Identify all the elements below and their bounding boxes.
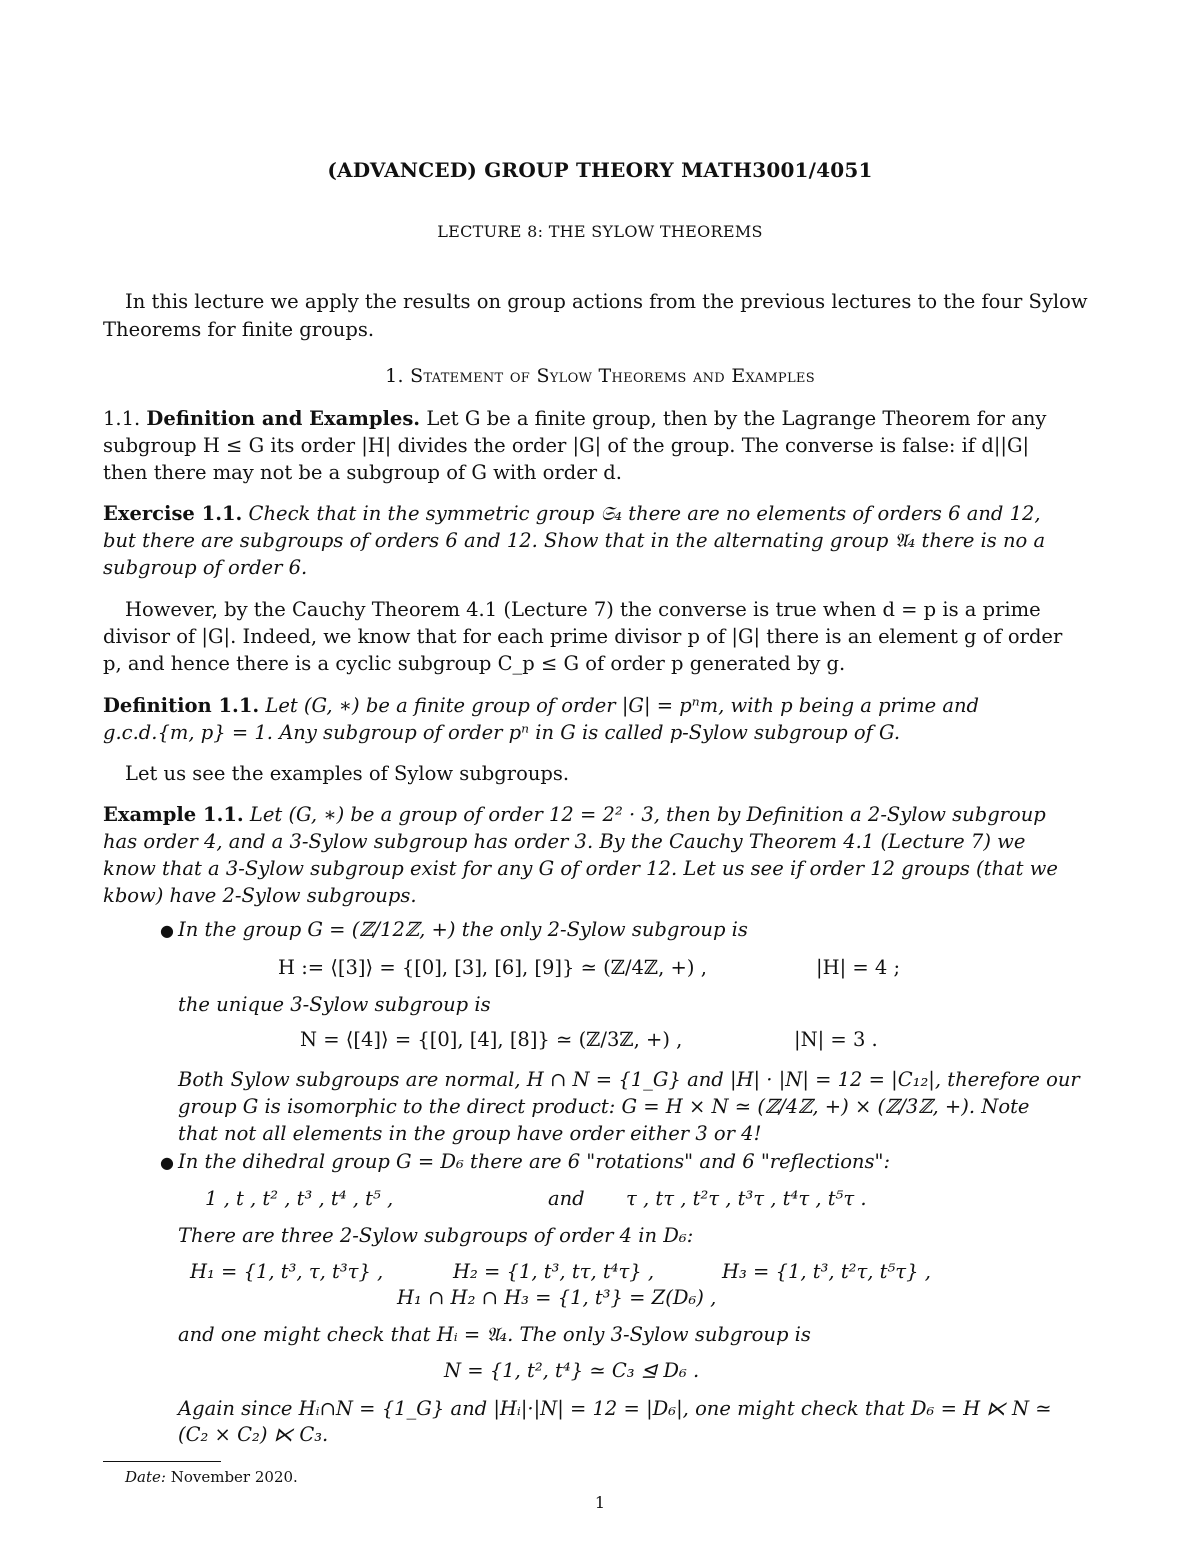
equation-H1: H₁ = {1, t³, τ, t³τ} , xyxy=(190,1260,384,1283)
however-line-1: However, by the Cauchy Theorem 4.1 (Lecture 7) the converse is true when d = p is a prime xyxy=(125,598,1041,621)
footnote-text: November 2020. xyxy=(170,1468,298,1486)
subsection-line-1 xyxy=(103,407,1046,430)
definition-text: Let (G, ∗) be a finite group of order |G| = pⁿm, with p being a prime and xyxy=(265,694,980,717)
bullet1-unique: the unique 3-Sylow subgroup is xyxy=(178,993,491,1016)
reflections-list: τ , tτ , t²τ , t³τ , t⁴τ , t⁵τ . xyxy=(626,1187,867,1210)
footnote-label: Date: xyxy=(125,1468,166,1486)
subsection-line-2: subgroup H ≤ G its order |H| divides the order |G| of the group. The converse is false: if d||G| xyxy=(103,434,1030,457)
bullet-icon: ● xyxy=(160,1153,174,1172)
example-label: Example 1.1. xyxy=(103,803,244,826)
equation-H2: H₂ = {1, t³, tτ, t⁴τ} , xyxy=(453,1260,655,1283)
exercise-line-2: but there are subgroups of orders 6 and 12. Show that in the alternating group 𝔄₄ there is no a xyxy=(103,529,1046,552)
bullet1-both-1: Both Sylow subgroups are normal, H ∩ N = {1_G} and |H| · |N| = 12 = |C₁₂|, therefore our xyxy=(178,1068,1080,1091)
bullet2-again-2: (C₂ × C₂) ⋉ C₃. xyxy=(178,1423,329,1446)
bullet2-intro: In the dihedral group G = D₆ there are 6 "rotations" and 6 "reflections": xyxy=(178,1150,891,1173)
intro-line-1: In this lecture we apply the results on group actions from the previous lectures to the four Sylow xyxy=(125,290,1088,313)
example-line-4: kbow) have 2-Sylow subgroups. xyxy=(103,884,417,907)
equation-H3: H₃ = {1, t³, t²τ, t⁵τ} , xyxy=(722,1260,931,1283)
subsection-number: 1.1. xyxy=(103,407,141,430)
exercise-text: Check that in the symmetric group 𝔖₄ there are no elements of orders 6 and 12, xyxy=(248,502,1041,525)
bullet2-three: There are three 2-Sylow subgroups of order 4 in D₆: xyxy=(178,1224,694,1247)
bullet2-again-1: Again since Hᵢ∩N = {1_G} and |Hᵢ|·|N| = 12 = |D₆|, one might check that D₆ = H ⋉ N ≃ xyxy=(178,1397,1052,1420)
page-number: 1 xyxy=(594,1493,606,1512)
bullet-icon: ● xyxy=(160,921,174,940)
exercise-line-3: subgroup of order 6. xyxy=(103,556,308,579)
example-line-2: has order 4, and a 3-Sylow subgroup has order 3. By the Cauchy Theorem 4.1 (Lecture 7) we xyxy=(103,830,1026,853)
footnote xyxy=(125,1468,298,1486)
page-title: (ADVANCED) GROUP THEORY MATH3001/4051 xyxy=(327,158,873,182)
equation-N-D6: N = {1, t², t⁴} ≃ C₃ ⊴ D₆ . xyxy=(444,1359,700,1382)
bullet2-check: and one might check that Hᵢ = 𝔄₄. The only 3-Sylow subgroup is xyxy=(178,1323,811,1346)
equation-H: H := ⟨[3]⟩ = {[0], [3], [6], [9]} ≃ (ℤ/4ℤ, +) , xyxy=(278,956,707,979)
definition-label: Definition 1.1. xyxy=(103,694,260,717)
example-text: Let (G, ∗) be a group of order 12 = 2² · 3, then by Definition a 2-Sylow subgroup xyxy=(249,803,1046,826)
however-line-2: divisor of |G|. Indeed, we know that for each prime divisor p of |G| there is an element g of order xyxy=(103,625,1063,648)
exercise-line-1 xyxy=(103,502,1041,525)
intro-line-2: Theorems for finite groups. xyxy=(103,318,375,341)
definition-line-2: g.c.d.{m, p} = 1. Any subgroup of order pⁿ in G is called p-Sylow subgroup of G. xyxy=(103,721,901,744)
equation-N: N = ⟨[4]⟩ = {[0], [4], [8]} ≃ (ℤ/3ℤ, +) , xyxy=(300,1028,683,1051)
example-line-3: know that a 3-Sylow subgroup exist for any G of order 12. Let us see if order 12 groups (that we xyxy=(103,857,1058,880)
footnote-rule xyxy=(103,1461,221,1462)
subsection-heading: Definition and Examples. xyxy=(146,407,421,430)
equation-N-order: |N| = 3 . xyxy=(794,1028,878,1051)
example-line-1 xyxy=(103,803,1046,826)
rotations-list: 1 , t , t² , t³ , t⁴ , t⁵ , xyxy=(205,1187,394,1210)
definition-line-1 xyxy=(103,694,979,717)
and-word: and xyxy=(548,1187,585,1210)
examples-intro: Let us see the examples of Sylow subgroups. xyxy=(125,762,570,785)
subsection-line-3: then there may not be a subgroup of G with order d. xyxy=(103,461,622,484)
however-line-3: p, and hence there is a cyclic subgroup C_p ≤ G of order p generated by g. xyxy=(103,652,846,675)
section-heading: 1. Statement of Sylow Theorems and Examples xyxy=(385,365,815,387)
equation-H-order: |H| = 4 ; xyxy=(816,956,901,979)
bullet1-intro: In the group G = (ℤ/12ℤ, +) the only 2-Sylow subgroup is xyxy=(178,918,748,941)
bullet1-both-3: that not all elements in the group have order either 3 or 4! xyxy=(178,1122,762,1145)
lecture-subtitle: LECTURE 8: THE SYLOW THEOREMS xyxy=(437,222,763,241)
exercise-label: Exercise 1.1. xyxy=(103,502,243,525)
subsection-text: Let G be a finite group, then by the Lagrange Theorem for any xyxy=(426,407,1047,430)
bullet1-both-2: group G is isomorphic to the direct product: G = H × N ≃ (ℤ/4ℤ, +) × (ℤ/3ℤ, +). Note xyxy=(178,1095,1030,1118)
equation-H-intersection: H₁ ∩ H₂ ∩ H₃ = {1, t³} = Z(D₆) , xyxy=(397,1286,717,1309)
